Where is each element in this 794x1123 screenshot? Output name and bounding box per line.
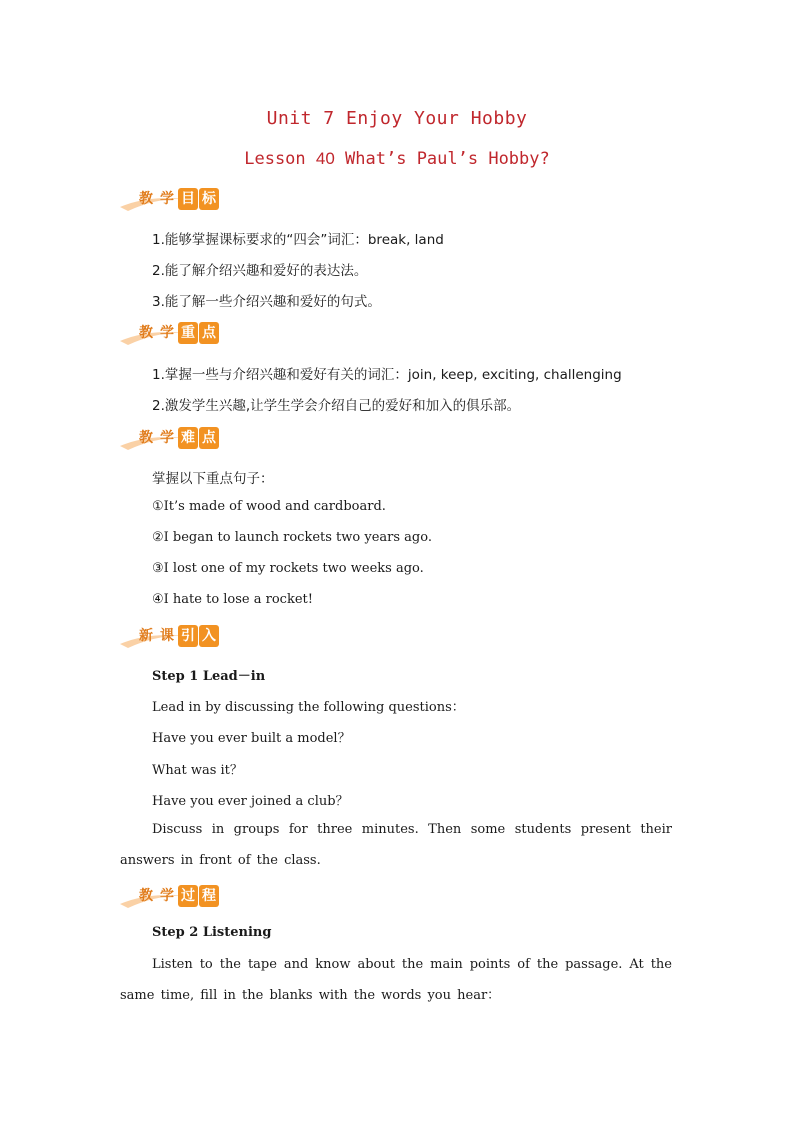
section-header-difficulties [118,426,228,452]
badge-char: 过 [178,885,198,907]
step1-heading: Step 1 Lead－in [152,669,266,684]
objective-item: 3.能了解一些介绍兴趣和爱好的句式。 [152,294,381,310]
badge-char: 入 [199,625,219,647]
lesson-name: What’s Paul’s Hobby? [334,149,550,169]
step1-line: Have you ever built a model？ [152,731,351,746]
section-header-introduction [118,624,228,650]
badge-char: 教 [139,325,153,341]
lesson-prefix: Lesson [244,149,316,169]
lesson-title [0,149,794,169]
objective-item: 1.能够掌握课标要求的“四会”词汇：break, land [152,232,444,248]
badge-char: 学 [160,888,174,904]
badge-char: 课 [160,628,174,644]
badge-char: 教 [139,888,153,904]
step1-paragraph: Discuss in groups for three minutes. Then some students present their answers in front of the class. [120,822,672,868]
badge-char: 点 [199,322,219,344]
objective-item: 2.能了解介绍兴趣和爱好的表达法。 [152,263,368,279]
difficulty-intro: 掌握以下重点句子： [152,471,274,487]
unit-title: Unit 7 Enjoy Your Hobby [266,108,528,129]
badge-char: 学 [160,191,174,207]
badge-char: 教 [139,191,153,207]
badge-char: 重 [178,322,198,344]
badge-char: 学 [160,430,174,446]
step2-paragraph: Listen to the tape and know about the main points of the passage. At the same time, fill in the blanks with the words you hear： [120,957,672,1003]
badge-char: 标 [199,188,219,210]
step1-line: Lead in by discussing the following questions： [152,700,465,715]
section-header-key-points [118,321,228,347]
badge-char: 教 [139,430,153,446]
badge-char: 新 [139,628,153,644]
key-sentence: ③I lost one of my rockets two weeks ago. [152,561,424,576]
step2-heading: Step 2 Listening [152,925,272,940]
key-sentence: ①It’s made of wood and cardboard. [152,499,386,514]
section-header-objectives [118,187,228,213]
badge-char: 引 [178,625,198,647]
step1-line: What was it？ [152,763,243,778]
section-header-process [118,884,228,910]
key-point-item: 2.激发学生兴趣,让学生学会介绍自己的爱好和加入的俱乐部。 [152,398,521,414]
badge-char: 点 [199,427,219,449]
badge-char: 程 [199,885,219,907]
badge-char: 难 [178,427,198,449]
badge-char: 目 [178,188,198,210]
step1-line: Have you ever joined a club？ [152,794,349,809]
lesson-number: 40 [315,149,335,168]
key-sentence: ②I began to launch rockets two years ago. [152,530,432,545]
badge-char: 学 [160,325,174,341]
key-sentence: ④I hate to lose a rocket! [152,592,313,607]
key-point-item: 1.掌握一些与介绍兴趣和爱好有关的词汇：join, keep, exciting, challenging [152,367,622,383]
